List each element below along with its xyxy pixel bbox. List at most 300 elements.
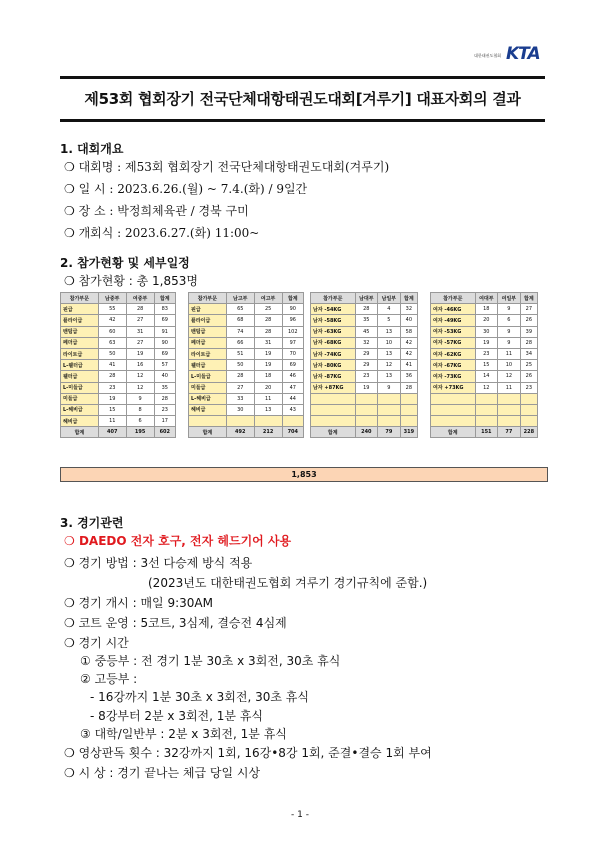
table-cell: 40 (400, 315, 417, 326)
table-cell: 플라이급 (61, 315, 99, 326)
table-cell (226, 416, 254, 427)
table-cell: 9 (498, 326, 521, 337)
section1-item (64, 180, 307, 197)
table-cell: 미들급 (61, 393, 99, 404)
participation-summary (64, 272, 198, 289)
table-cell: 31 (254, 337, 282, 348)
table-cell: 23 (355, 371, 378, 382)
table-cell: 13 (254, 404, 282, 415)
table-header-row (311, 293, 418, 304)
table-cell: 핀급 (189, 304, 227, 315)
table-cell (311, 416, 356, 427)
table-cell (431, 416, 476, 427)
equipment-text: DAEDO 전자 호구, 전자 헤드기어 사용 (78, 534, 292, 548)
table-cell: 15 (98, 404, 126, 415)
logo-mark (506, 44, 540, 64)
table-cell: 16 (126, 360, 154, 371)
table-cell: 10 (378, 337, 401, 348)
table-cell: 41 (98, 360, 126, 371)
table-cell: 25 (254, 304, 282, 315)
table-row (61, 393, 176, 404)
page-number: - 1 - (291, 810, 309, 820)
table-cell: 13 (378, 326, 401, 337)
event-name: 대회명 : 제53회 협회장기 전국단체대항태권도대회(겨루기) (78, 160, 390, 174)
table-cell: 50 (98, 348, 126, 359)
table-row (311, 382, 418, 393)
table-high-school (188, 292, 304, 438)
event-venue: 장 소 : 박정희체육관 / 경북 구미 (78, 204, 249, 218)
table-row (311, 315, 418, 326)
table-row (61, 337, 176, 348)
table-cell (378, 416, 401, 427)
table-cell (378, 404, 401, 415)
table-cell (475, 393, 498, 404)
table-cell: 14 (475, 371, 498, 382)
table-row (311, 393, 418, 404)
table-cell: 합계 (154, 293, 175, 304)
table-cell: 남고부 (226, 293, 254, 304)
awards (64, 764, 260, 781)
table-cell: 77 (498, 427, 521, 438)
table-cell: 74 (226, 326, 254, 337)
table-cell: 19 (475, 337, 498, 348)
table-cell: 4 (378, 304, 401, 315)
table-cell: 30 (226, 404, 254, 415)
time-middle: ① 중등부 : 전 경기 1분 30초 x 3회전, 30초 휴식 (80, 654, 341, 668)
table-cell: 웰터급 (189, 360, 227, 371)
table-row (431, 315, 538, 326)
table-cell: 492 (226, 427, 254, 438)
table-row (189, 382, 304, 393)
table-row (61, 304, 176, 315)
event-date: 일 시 : 2023.6.26.(월) ~ 7.4.(화) / 9일간 (78, 182, 308, 196)
table-cell: 36 (400, 371, 417, 382)
table-cell: 32 (400, 304, 417, 315)
table-cell (475, 416, 498, 427)
table-cell: 19 (254, 348, 282, 359)
table-row (61, 360, 176, 371)
table-cell: 69 (154, 315, 175, 326)
table-cell: 39 (520, 326, 537, 337)
table-cell (311, 404, 356, 415)
table-cell: 합계 (431, 427, 476, 438)
table-cell: 남자 -87KG (311, 371, 356, 382)
table-cell: 11 (254, 393, 282, 404)
table-cell: 19 (355, 382, 378, 393)
table-cell: 밴텀급 (61, 326, 99, 337)
grand-total: 1,853 (60, 467, 548, 482)
table-cell: 97 (282, 337, 303, 348)
table-cell: 151 (475, 427, 498, 438)
table-cell (400, 393, 417, 404)
table-cell (475, 404, 498, 415)
table-cell (520, 416, 537, 427)
table-cell: 28 (520, 337, 537, 348)
section1-item (64, 158, 389, 175)
table-cell: 페더급 (61, 337, 99, 348)
table-cell (378, 393, 401, 404)
table-cell: 합계 (189, 427, 227, 438)
table-cell: 42 (98, 315, 126, 326)
table-cell (520, 404, 537, 415)
table-total-row (189, 427, 304, 438)
table-cell: 60 (98, 326, 126, 337)
table-row (431, 326, 538, 337)
table-cell (498, 416, 521, 427)
table-row (311, 348, 418, 359)
table-row (189, 304, 304, 315)
table-cell: 여중부 (126, 293, 154, 304)
logo-mark-text: KTA (506, 44, 540, 64)
table-row (189, 416, 304, 427)
table-cell: 남자 -68KG (311, 337, 356, 348)
table-row (431, 393, 538, 404)
table-cell: 69 (282, 360, 303, 371)
table-row (311, 337, 418, 348)
table-cell: 남일부 (378, 293, 401, 304)
table-total-row (61, 427, 176, 438)
table-row (431, 382, 538, 393)
table-cell: 33 (226, 393, 254, 404)
bullet: ❍ (64, 596, 75, 610)
table-cell: 212 (254, 427, 282, 438)
table-cell: 11 (98, 416, 126, 427)
table-cell: 602 (154, 427, 175, 438)
section3-title: 3. 경기관련 (60, 516, 124, 530)
table-cell: 90 (154, 337, 175, 348)
table-cell: 18 (475, 304, 498, 315)
table-row (189, 404, 304, 415)
table-cell: 12 (475, 382, 498, 393)
title-rule-top (60, 76, 545, 79)
table-cell: 20 (475, 315, 498, 326)
table-row (311, 304, 418, 315)
table-row (311, 326, 418, 337)
court-text: 코트 운영 : 5코트, 3심제, 결승전 4심제 (78, 616, 287, 630)
table-cell: 41 (400, 360, 417, 371)
table-cell: 23 (98, 382, 126, 393)
section1-item (64, 224, 259, 241)
video-text: 영상판독 횟수 : 32강까지 1회, 16강•8강 1회, 준결•결승 1회 부여 (78, 746, 432, 760)
table-cell: 83 (154, 304, 175, 315)
table-row (189, 393, 304, 404)
table-cell: L-웰터급 (61, 360, 99, 371)
table-row (61, 382, 176, 393)
table-cell: 45 (355, 326, 378, 337)
table-cell: 50 (226, 360, 254, 371)
table-cell: 20 (254, 382, 282, 393)
table-cell: 42 (400, 348, 417, 359)
table-cell: 35 (154, 382, 175, 393)
table-cell: 27 (226, 382, 254, 393)
table-cell: 23 (520, 382, 537, 393)
table-cell: 28 (154, 393, 175, 404)
table-cell (400, 404, 417, 415)
bullet: ❍ (64, 556, 75, 570)
table-cell: 28 (254, 315, 282, 326)
table-middle-school (60, 292, 176, 438)
table-row (431, 304, 538, 315)
table-cell: 46 (282, 371, 303, 382)
table-cell: 여자 -57KG (431, 337, 476, 348)
table-cell: 헤비급 (61, 416, 99, 427)
table-row (189, 315, 304, 326)
bullet: ❍ (64, 766, 75, 780)
table-cell: 남자 +87KG (311, 382, 356, 393)
table-cell: 13 (378, 348, 401, 359)
table-cell: 91 (154, 326, 175, 337)
table-cell: 31 (126, 326, 154, 337)
table-cell: 5 (378, 315, 401, 326)
bullet: ❍ (64, 636, 75, 650)
table-cell: 35 (355, 315, 378, 326)
table-cell: 9 (378, 382, 401, 393)
time-univ: ③ 대학/일반부 : 2분 x 3회전, 1분 휴식 (80, 727, 287, 741)
table-cell: 밴텀급 (189, 326, 227, 337)
table-row (431, 416, 538, 427)
table-cell (498, 404, 521, 415)
match-time (64, 634, 129, 651)
table-cell: 참가부문 (311, 293, 356, 304)
table-row (61, 315, 176, 326)
table-cell: 28 (226, 371, 254, 382)
table-cell: 28 (126, 304, 154, 315)
table-cell: 12 (498, 371, 521, 382)
table-cell: 18 (254, 371, 282, 382)
table-cell: 여자 -46KG (431, 304, 476, 315)
table-cell: 참가부문 (431, 293, 476, 304)
award-text: 시 상 : 경기 끝나는 체급 당일 시상 (78, 766, 261, 780)
table-cell: 남대부 (355, 293, 378, 304)
table-cell: 라이트급 (61, 348, 99, 359)
table-cell: 195 (126, 427, 154, 438)
bullet: ❍ (64, 746, 75, 760)
table-row (61, 348, 176, 359)
table-cell: 15 (475, 360, 498, 371)
table-row (61, 326, 176, 337)
table-cell (355, 404, 378, 415)
table-cell: 9 (498, 337, 521, 348)
table-cell: 11 (498, 348, 521, 359)
table-cell: 6 (126, 416, 154, 427)
table-row (189, 360, 304, 371)
table-cell: 69 (154, 348, 175, 359)
table-cell: 70 (282, 348, 303, 359)
bullet: ❍ (64, 616, 75, 630)
table-cell: 헤비급 (189, 404, 227, 415)
table-cell: 여자 -67KG (431, 360, 476, 371)
table-cell: 합계 (520, 293, 537, 304)
time-high-16: - 16강까지 1분 30초 x 3회전, 30초 휴식 (90, 690, 309, 704)
table-cell: 29 (355, 360, 378, 371)
table-row (61, 404, 176, 415)
table-cell: 26 (520, 315, 537, 326)
table-cell: 핀급 (61, 304, 99, 315)
table-cell: 합계 (400, 293, 417, 304)
table-cell: 참가부문 (189, 293, 227, 304)
table-cell: 여자 -62KG (431, 348, 476, 359)
court-operation (64, 614, 287, 631)
table-cell: 여고부 (254, 293, 282, 304)
event-opening: 개회식 : 2023.6.27.(화) 11:00~ (78, 226, 260, 240)
table-cell: 여자 +73KG (431, 382, 476, 393)
table-row (431, 337, 538, 348)
table-cell: 28 (400, 382, 417, 393)
table-cell: 79 (378, 427, 401, 438)
table-cell: 여자 -53KG (431, 326, 476, 337)
table-cell: 남자 -80KG (311, 360, 356, 371)
table-cell: 34 (520, 348, 537, 359)
table-cell: 여대부 (475, 293, 498, 304)
table-cell: 27 (126, 337, 154, 348)
table-cell: 11 (498, 382, 521, 393)
table-cell: 남자 -63KG (311, 326, 356, 337)
table-cell: 28 (355, 304, 378, 315)
table-cell: 228 (520, 427, 537, 438)
table-women-univ (430, 292, 538, 438)
table-cell: 6 (498, 315, 521, 326)
table-cell: 19 (254, 360, 282, 371)
table-cell: 23 (475, 348, 498, 359)
table-cell: 47 (282, 382, 303, 393)
method-text: 경기 방법 : 3선 다승제 방식 적용 (78, 556, 253, 570)
table-row (311, 416, 418, 427)
table-row (189, 337, 304, 348)
table-cell: 96 (282, 315, 303, 326)
time-high-8: - 8강부터 2분 x 3회전, 1분 휴식 (90, 709, 264, 723)
table-cell: 29 (355, 348, 378, 359)
kta-logo (474, 44, 540, 66)
table-row (189, 326, 304, 337)
table-cell: 남자 -74KG (311, 348, 356, 359)
table-row (189, 371, 304, 382)
table-cell: 남자 -54KG (311, 304, 356, 315)
table-row (431, 348, 538, 359)
table-row (431, 371, 538, 382)
table-cell: 12 (126, 382, 154, 393)
equipment-note (64, 532, 291, 549)
table-total-row (311, 427, 418, 438)
table-cell: 19 (98, 393, 126, 404)
table-cell: 43 (282, 404, 303, 415)
table-cell: 65 (226, 304, 254, 315)
table-cell: 63 (98, 337, 126, 348)
table-header-row (431, 293, 538, 304)
table-cell: 28 (254, 326, 282, 337)
table-cell (282, 416, 303, 427)
table-cell: 8 (126, 404, 154, 415)
table-cell (189, 416, 227, 427)
table-cell: 27 (520, 304, 537, 315)
table-row (311, 404, 418, 415)
table-cell (498, 393, 521, 404)
table-cell: 합계 (311, 427, 356, 438)
table-cell: 9 (498, 304, 521, 315)
table-cell: 25 (520, 360, 537, 371)
table-cell: 240 (355, 427, 378, 438)
table-cell (254, 416, 282, 427)
table-row (311, 360, 418, 371)
method-note: (2023년도 대한태권도협회 겨루기 경기규칙에 준함.) (148, 576, 428, 590)
table-row (61, 416, 176, 427)
table-men-univ (310, 292, 418, 438)
video-review (64, 744, 432, 761)
bullet: ❍ (64, 226, 75, 240)
table-row (189, 348, 304, 359)
table-cell: 27 (126, 315, 154, 326)
table-cell: L-헤비급 (61, 404, 99, 415)
table-cell: L-미들급 (189, 371, 227, 382)
time-high: ② 고등부 : (80, 672, 138, 686)
table-cell: 13 (378, 371, 401, 382)
table-cell: 라이트급 (189, 348, 227, 359)
bullet: ❍ (64, 534, 75, 548)
table-cell: 남자 -58KG (311, 315, 356, 326)
bullet: ❍ (64, 274, 75, 288)
table-row (431, 404, 538, 415)
table-cell: 여자 -49KG (431, 315, 476, 326)
table-cell (400, 416, 417, 427)
table-cell: 미들급 (189, 382, 227, 393)
table-cell (355, 416, 378, 427)
document-title: 제53회 협회장기 전국단체대항태권도대회[겨루기] 대표자회의 결과 (84, 90, 521, 108)
table-cell: 66 (226, 337, 254, 348)
table-cell: 참가부문 (61, 293, 99, 304)
table-cell: 30 (475, 326, 498, 337)
table-cell: 웰터급 (61, 371, 99, 382)
table-cell (355, 393, 378, 404)
table-cell: 57 (154, 360, 175, 371)
table-cell: 319 (400, 427, 417, 438)
table-cell: 58 (400, 326, 417, 337)
match-method (64, 554, 252, 571)
table-cell: 704 (282, 427, 303, 438)
table-cell: 40 (154, 371, 175, 382)
table-row (431, 360, 538, 371)
table-cell: 합계 (61, 427, 99, 438)
table-cell: 여자 -73KG (431, 371, 476, 382)
table-cell: 55 (98, 304, 126, 315)
bullet: ❍ (64, 182, 75, 196)
table-cell: 102 (282, 326, 303, 337)
table-cell: 여일부 (498, 293, 521, 304)
table-cell: 68 (226, 315, 254, 326)
table-cell: 남중부 (98, 293, 126, 304)
bullet: ❍ (64, 204, 75, 218)
table-cell: L-헤비급 (189, 393, 227, 404)
match-start (64, 594, 213, 611)
table-cell (520, 393, 537, 404)
table-cell: 23 (154, 404, 175, 415)
table-cell (431, 404, 476, 415)
table-cell (431, 393, 476, 404)
table-cell: 19 (126, 348, 154, 359)
section1-title: 1. 대회개요 (60, 142, 124, 156)
table-cell: 42 (400, 337, 417, 348)
table-row (311, 371, 418, 382)
table-cell: 51 (226, 348, 254, 359)
bullet: ❍ (64, 160, 75, 174)
section1-item (64, 202, 249, 219)
table-cell: 26 (520, 371, 537, 382)
table-cell: 12 (126, 371, 154, 382)
table-row (61, 371, 176, 382)
table-cell: 10 (498, 360, 521, 371)
table-cell: 90 (282, 304, 303, 315)
table-cell: L-미들급 (61, 382, 99, 393)
time-title: 경기 시간 (78, 636, 129, 650)
table-cell: 9 (126, 393, 154, 404)
